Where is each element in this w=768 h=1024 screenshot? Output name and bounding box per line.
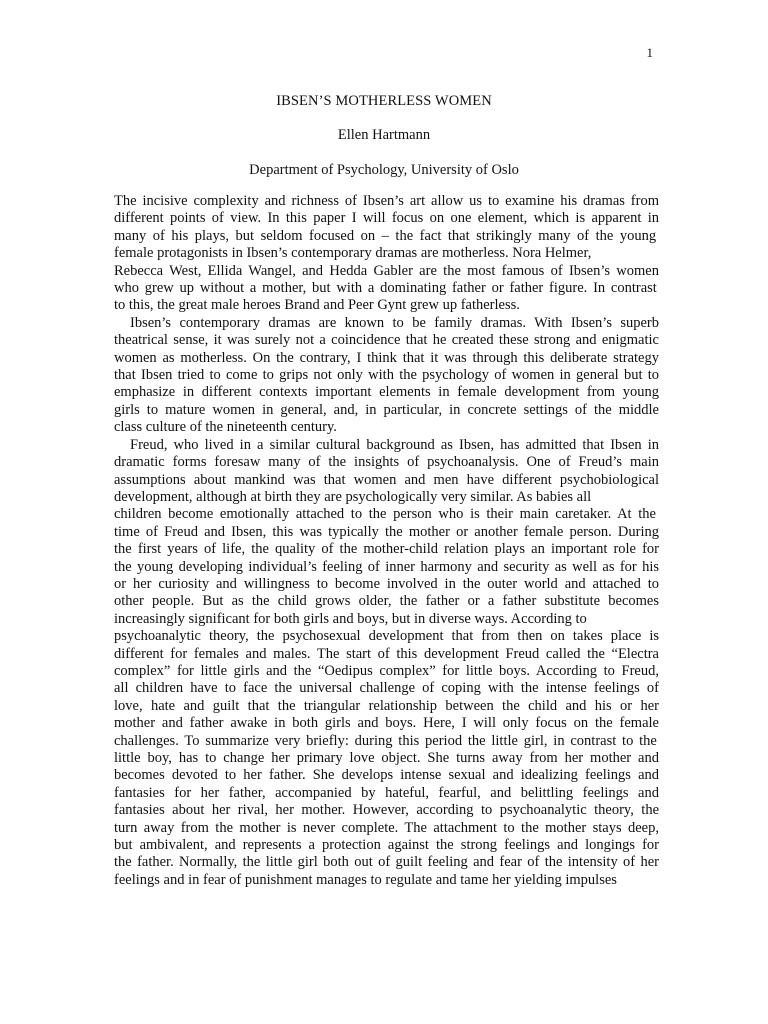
- body-line: but ambivalent, and represents a protection against the strong feelings and longings for: [114, 837, 659, 854]
- author-name: Ellen Hartmann: [337, 127, 431, 143]
- body-line: feelings and in fear of punishment manages to regulate and tame her yielding impulses: [114, 871, 617, 888]
- body-line: becomes devoted to her father. She develops intense sexual and idealizing feelings and: [114, 767, 659, 784]
- body-line: dramatic forms foresaw many of the insights of psychoanalysis. One of Freud’s main: [114, 454, 659, 471]
- body-line: complex” for little girls and the “Oedipus complex” for little boys. According to Freud,: [114, 662, 659, 679]
- body-line: love, hate and guilt that the triangular relationship between the child and his or her: [114, 697, 659, 714]
- body-line: little boy, has to change her primary love object. She turns away from her mother and: [114, 750, 659, 766]
- body-line: turn away from the mother is never complete. The attachment to the mother stays deep,: [114, 819, 659, 836]
- body-line: who grew up without a mother, but with a dominating father or father figure. In contrast: [114, 280, 657, 297]
- body-text: [114, 193, 659, 889]
- author-affiliation: Department of Psychology, University of Oslo: [249, 162, 519, 178]
- body-line: class culture of the nineteenth century.: [114, 419, 337, 436]
- page-number: 1: [646, 45, 653, 60]
- body-line: increasingly significant for both girls and boys, but in diverse ways. According to: [114, 610, 587, 627]
- body-line: Freud, who lived in a similar cultural background as Ibsen, has admitted that Ibsen in: [130, 436, 659, 453]
- body-line: to this, the great male heroes Brand and Peer Gynt grew up fatherless.: [114, 297, 520, 314]
- body-line: children become emotionally attached to the person who is their main caretaker. At the: [114, 506, 656, 523]
- body-line: the father. Normally, the little girl both out of guilt feeling and fear of the intensity of her: [114, 854, 659, 871]
- body-line: different points of view. In this paper I will focus on one element, which is apparent in: [114, 210, 659, 227]
- body-line: psychoanalytic theory, the psychosexual development that from then on takes place is: [114, 628, 659, 645]
- body-line: that Ibsen tried to come to grips not only with the psychology of women in general but to: [114, 367, 659, 384]
- body-line: emphasize in different contexts important elements in female development from young: [114, 384, 659, 401]
- body-line: all children have to face the universal challenge of coping with the intense feelings of: [114, 680, 659, 697]
- body-line: fantasies for her father, accompanied by hateful, fearful, and belittling feelings and: [114, 784, 659, 801]
- body-line: mother and father awake in both girls and boys. Here, I will only focus on the female: [114, 715, 659, 732]
- body-line: development, although at birth they are psychologically very similar. As babies all: [114, 488, 592, 505]
- body-line: many of his plays, but seldom focused on – the fact that strikingly many of the young: [114, 227, 657, 244]
- body-line: The incisive complexity and richness of Ibsen’s art allow us to examine his dramas from: [114, 193, 659, 209]
- body-line: theatrical sense, it was surely not a coincidence that he created these strong and enigmatic: [114, 332, 659, 349]
- paper-title: IBSEN’S MOTHERLESS WOMEN: [276, 93, 492, 109]
- body-line: or her curiosity and willingness to become involved in the outer world and attached to: [114, 575, 659, 592]
- body-line: the young developing individual’s feeling of inner harmony and security as well as for his: [114, 558, 659, 575]
- body-line: different for females and males. The start of this development Freud called the “Electra: [114, 645, 659, 662]
- body-line: women as motherless. On the contrary, I think that it was through this deliberate strategy: [114, 349, 659, 366]
- body-line: time of Freud and Ibsen, this was typically the mother or another female person. During: [114, 523, 659, 540]
- body-line: Ibsen’s contemporary dramas are known to be family dramas. With Ibsen’s superb: [130, 314, 659, 331]
- body-line: girls to mature women in general, and, in particular, in concrete settings of the middle: [114, 401, 659, 418]
- body-line: Rebecca West, Ellida Wangel, and Hedda Gabler are the most famous of Ibsen’s women: [114, 262, 659, 279]
- body-line: challenges. To summarize very briefly: during this period the little girl, in contrast to the: [114, 732, 657, 749]
- body-line: fantasies about her rival, her mother. However, according to psychoanalytic theory, the: [114, 802, 659, 819]
- body-line: assumptions about mankind was that women and men have different psychobiological: [114, 471, 659, 488]
- body-line: the first years of life, the quality of the mother-child relation plays an important role for: [114, 541, 659, 558]
- body-line: female protagonists in Ibsen’s contemporary dramas are motherless. Nora Helmer,: [114, 245, 592, 262]
- body-line: other people. But as the child grows older, the father or a father substitute becomes: [114, 593, 659, 610]
